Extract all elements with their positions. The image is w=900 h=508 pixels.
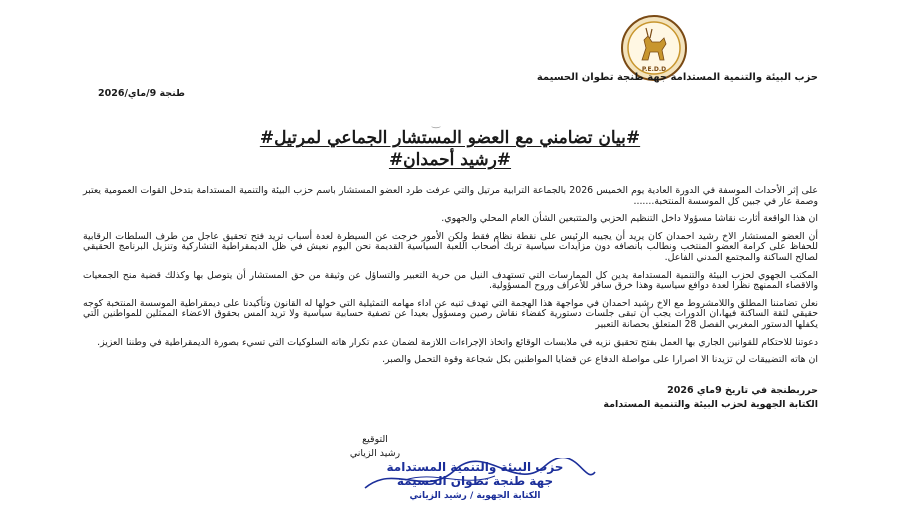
document-date: طنجة 9/ماي/2026: [98, 88, 185, 99]
logo-text: P.E.D.D: [641, 66, 667, 73]
signature-label: التوقيع: [362, 434, 388, 445]
signatory-name: رشيد الزياني: [349, 448, 401, 459]
body-paragraph: نعلن تضامننا المطلق واللامشروط مع الاخ رشيد احمدان في مواجهة هذا الهجمة التي تهدف ثنيه عن اداء مهامه التمثيلية التي خولها له القانون وتأكيدنا على ديمقراطية الموسسة المنتخبة كوجه حقيقي لثقة الساكنة فيها،ان الدورات يجب أن تبقى جلسات دستورية كفضاء نقاش رصين ومسؤول بعيدا عن تصفية حسابية سياسية ولا تريد المس بحقوق الاعضاء الممثلين للمواطنين التي يكفلها الدستور المغربي الفصل 28 المتعلق بحصانة التعبير: [83, 297, 818, 330]
statement-title: #بيان تضامني مع العضو المستشار الجماعي لمرتيل#: [259, 128, 641, 148]
party-header: حزب البيئة والتنمية المستدامة جهة طنجة تطوان الحسيمة: [536, 72, 818, 83]
stamp-region: جهة طنجة تطوان الحسيمة: [396, 474, 554, 488]
body-paragraph: المكتب الجهوي لحزب البيئة والتنمية المستدامة يدين كل الممارسات التي تستهدف النيل من حرية التعبير والتساؤل عن وثيقة من حق المستشار أن يتوصل بها وكذلك قضية منح الجمعيات والاقصاء الممنهج نظرا لعدة دوافع سياسية وهذا خرق سافر للأعراف وروح المسؤولية.: [83, 269, 818, 292]
stamp-bureau: الكتابة الجهوية / رشيد الزياني: [409, 491, 541, 501]
statement-subtitle: #رشيد أحمدان#: [388, 150, 512, 170]
stamp-party-name: حزب البيئة والتنمية المستدامة: [386, 460, 564, 474]
issuing-bureau: الكتابة الجهوية لحزب البيئة والتنمية المستدامة: [603, 399, 818, 410]
body-paragraph: دعوتنا للاحتكام للقوانين الجاري بها العمل بفتح تحقيق نزيه في ملابسات الوقائع واتخاذ الإجراءات اللازمة لضمان عدم تكرار هاته السلوكيات التي تسيء بصورة الديمقراطية في وطننا العزيز.: [97, 336, 818, 348]
body-paragraph: على إثر الأحداث الموسفة في الدورة العادية يوم الخميس 2026 بالجماعة الترابية مرتيل والتي عرفت طرد العضو المستشار باسم حزب البيئة والتنمية المستدامة بتدخل القوات العمومية يعتبر وصمة عار في جبين كل الموسسة المنتخبة.......: [83, 185, 818, 207]
body-paragraph: ان هاته التضييقات لن تزيدنا الا اصرارا على مواصلة الدفاع عن قضايا المواطنين بكل شجاعة وقوة التحمل والصبر.: [382, 354, 818, 366]
scan-mark: ‿: [432, 118, 441, 129]
written-place-date: حرربطنجة في تاريخ 9ماي 2026: [667, 385, 818, 396]
body-paragraph: ان هذا الواقعة أثارت نقاشا مسؤولا داخل التنظيم الحزبي والمتتبعين الشأن العام المحلي والجهوي.: [441, 213, 818, 225]
statement-body: [83, 186, 818, 373]
signature-block: [295, 433, 455, 461]
closing-block: [398, 384, 818, 412]
body-paragraph: أن العضو المستشار الاخ رشيد احمدان كان يريد أن يجيبه الرئيس على نقطة نظام فقط ولكن الأمور خرجت عن السيطرة لعدة أسباب تريد فتح تحقيق عاجل من طرف السلطات الرقابية للحفاظ على كرامة العضو المنتخب ونطالب بانصافه دون مزايدات سياسية تربك أصحاب اللعبة السياسية القديمة نحن اليوم نعيش في ظل الديمقراطية التشاركية وتنزيل البرنامج الحقيقي لصالح الساكنة والمجتمع المدني الفاعل.: [83, 230, 818, 263]
official-stamp: [345, 458, 605, 504]
